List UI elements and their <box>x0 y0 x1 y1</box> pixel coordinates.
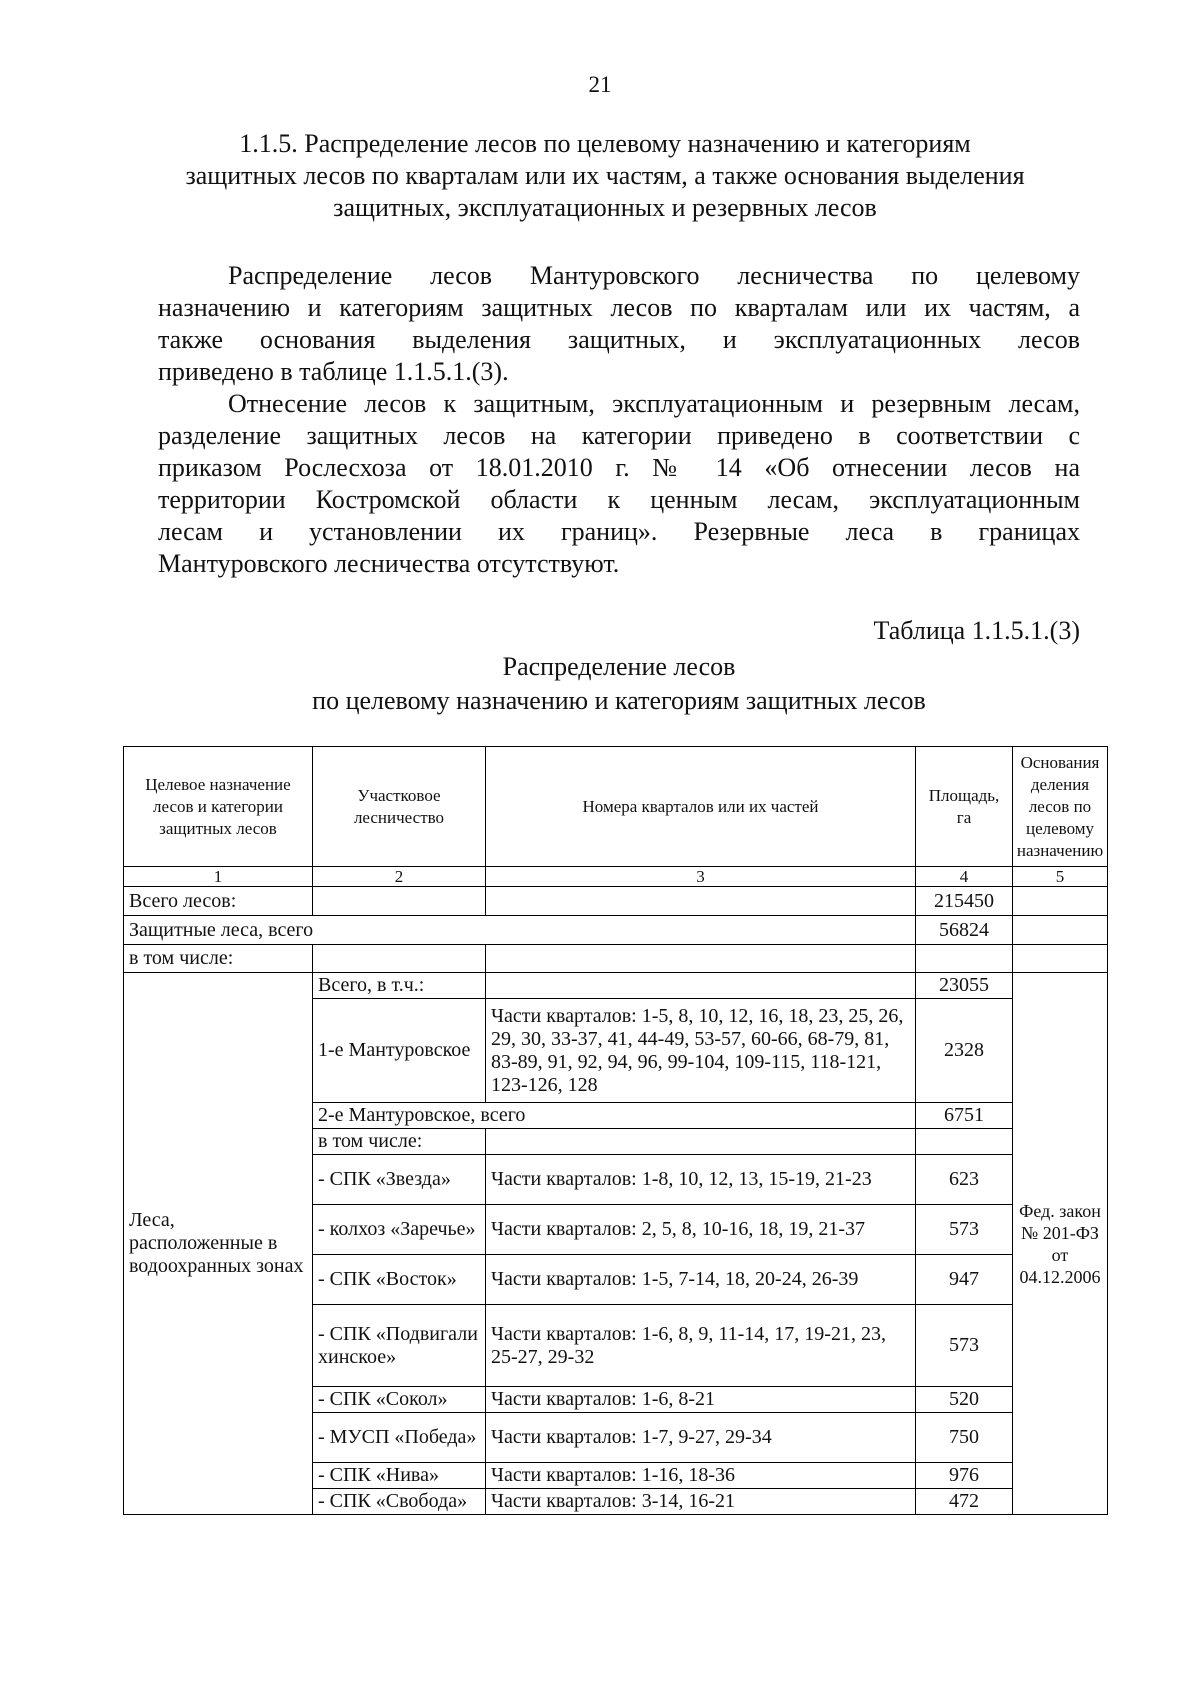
paragraph-line: Мантуровского лесничества отсутствуют. <box>158 549 620 578</box>
area-cell: 976 <box>916 1463 1013 1489</box>
empty-cell <box>486 1129 916 1155</box>
area-cell: 215450 <box>916 887 1013 916</box>
quarters-cell: Части кварталов: 3-14, 16-21 <box>486 1489 916 1515</box>
row-label: Всего, в т.ч.: <box>313 973 486 999</box>
empty-cell <box>916 945 1013 973</box>
paragraph-line: назначению и категориям защитных лесов по кварталам или их частям, а <box>158 293 1080 322</box>
area-cell: 573 <box>916 1305 1013 1387</box>
empty-cell <box>313 887 486 916</box>
quarters-cell: Части кварталов: 1-6, 8, 9, 11-14, 17, 19-21, 23, 25-27, 29-32 <box>486 1305 916 1387</box>
heading-line: 1.1.5. Распределение лесов по целевому назначению и категориям <box>239 129 971 158</box>
area-cell: 750 <box>916 1413 1013 1463</box>
quarters-cell: Части кварталов: 1-7, 9-27, 29-34 <box>486 1413 916 1463</box>
heading-line: защитных лесов по кварталам или их частям, а также основания выделения <box>185 161 1025 190</box>
forestry-name: - СПК «Восток» <box>313 1255 486 1305</box>
quarters-cell: Части кварталов: 1-5, 8, 10, 12, 16, 18, 23, 25, 26, 29, 30, 33-37, 41, 44-49, 53-57, 60-66, 68-79, 81, 83-89, 91, 92, 94, 96, 99-104, 109-115, 118-121, 123-126, 128 <box>486 999 916 1103</box>
paragraph-line: Распределение лесов Мантуровского лесничества по целевому <box>228 261 1080 290</box>
quarters-cell: Части кварталов: 2, 5, 8, 10-16, 18, 19, 21-37 <box>486 1205 916 1255</box>
paragraph-line: разделение защитных лесов на категории приведено в соответствии с <box>158 421 1080 450</box>
table-row <box>124 973 1108 999</box>
paragraph-2 <box>158 388 1080 580</box>
forestry-name: 1-е Мантуровское <box>313 999 486 1103</box>
header-cell: Номера кварталов или их частей <box>486 747 916 867</box>
empty-cell <box>313 945 486 973</box>
category-cell: Леса, расположенные в водоохранных зонах <box>124 973 313 1515</box>
row-label: 2-е Мантуровское, всего <box>313 1103 916 1129</box>
area-cell: 6751 <box>916 1103 1013 1129</box>
forestry-name: - колхоз «Заречье» <box>313 1205 486 1255</box>
paragraph-line: лесам и установлении их границ». Резервные леса в границах <box>158 517 1080 546</box>
paragraph-line: территории Костромской области к ценным лесам, эксплуатационным <box>158 485 1080 514</box>
empty-cell <box>1013 887 1108 916</box>
empty-cell <box>1013 945 1108 973</box>
quarters-cell: Части кварталов: 1-5, 7-14, 18, 20-24, 26-39 <box>486 1255 916 1305</box>
area-cell: 520 <box>916 1387 1013 1413</box>
column-number: 4 <box>916 867 1013 887</box>
row-label: в том числе: <box>313 1129 486 1155</box>
row-label: в том числе: <box>124 945 313 973</box>
area-cell: 23055 <box>916 973 1013 999</box>
table-title <box>130 650 1108 718</box>
column-number: 3 <box>486 867 916 887</box>
paragraph-line: приведено в таблице 1.1.5.1.(3). <box>158 357 509 386</box>
table-row <box>124 887 1108 916</box>
forestry-name: - СПК «Звезда» <box>313 1155 486 1205</box>
table-row <box>124 916 1108 945</box>
area-cell: 56824 <box>916 916 1013 945</box>
area-cell: 472 <box>916 1489 1013 1515</box>
column-number: 1 <box>124 867 313 887</box>
paragraph-1 <box>158 260 1080 388</box>
row-label: Защитные леса, всего <box>124 916 916 945</box>
table-title-line: Распределение лесов <box>502 652 736 681</box>
forest-distribution-table <box>123 746 1108 1515</box>
row-label: Всего лесов: <box>124 887 313 916</box>
area-cell: 2328 <box>916 999 1013 1103</box>
paragraph-line: также основания выделения защитных, и эксплуатационных лесов <box>158 325 1080 354</box>
paragraph-line: приказом Рослесхоза от 18.01.2010 г. № 14 «Об отнесении лесов на <box>158 453 1080 482</box>
page-number: 21 <box>588 72 612 97</box>
section-heading <box>130 128 1080 224</box>
paragraph-line: Отнесение лесов к защитным, эксплуатационным и резервным лесам, <box>228 389 1080 418</box>
column-number: 5 <box>1013 867 1108 887</box>
basis-cell: Фед. закон № 201-ФЗ от 04.12.2006 <box>1013 973 1108 1515</box>
column-number-row <box>124 867 1108 887</box>
heading-line: защитных, эксплуатационных и резервных лесов <box>333 193 877 222</box>
empty-cell <box>486 973 916 999</box>
area-cell: 623 <box>916 1155 1013 1205</box>
empty-cell <box>486 887 916 916</box>
forestry-name: - МУСП «Победа» <box>313 1413 486 1463</box>
forestry-name: - СПК «Подвигалихинское» <box>313 1305 486 1387</box>
forestry-name: - СПК «Нива» <box>313 1463 486 1489</box>
table-row <box>124 945 1108 973</box>
header-cell: Участковое лесничество <box>313 747 486 867</box>
header-row <box>124 747 1108 867</box>
body-text <box>158 260 1080 580</box>
quarters-cell: Части кварталов: 1-16, 18-36 <box>486 1463 916 1489</box>
quarters-cell: Части кварталов: 1-6, 8-21 <box>486 1387 916 1413</box>
table-label: Таблица 1.1.5.1.(3) <box>873 616 1080 645</box>
quarters-cell: Части кварталов: 1-8, 10, 12, 13, 15-19, 21-23 <box>486 1155 916 1205</box>
area-cell: 947 <box>916 1255 1013 1305</box>
header-cell: Целевое назначение лесов и категории защитных лесов <box>124 747 313 867</box>
empty-cell <box>916 1129 1013 1155</box>
forestry-name: - СПК «Свобода» <box>313 1489 486 1515</box>
column-number: 2 <box>313 867 486 887</box>
empty-cell <box>486 945 916 973</box>
forestry-name: - СПК «Сокол» <box>313 1387 486 1413</box>
empty-cell <box>1013 916 1108 945</box>
table-title-line: по целевому назначению и категориям защитных лесов <box>312 686 926 715</box>
header-cell: Основания деления лесов по целевому назначению <box>1013 747 1108 867</box>
area-cell: 573 <box>916 1205 1013 1255</box>
header-cell: Площадь, га <box>916 747 1013 867</box>
